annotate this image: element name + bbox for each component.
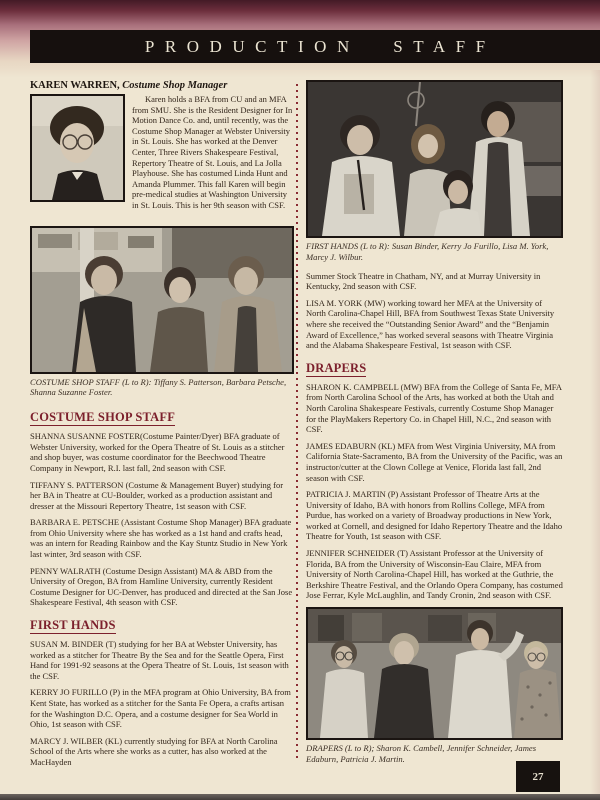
right-column: [306, 80, 563, 773]
page-number-box: [516, 761, 560, 792]
bio-susan-binder: SUSAN M. BINDER (T) studying for her BA at Webster University, has worked as a stitcher for Theatre By the Sea and for the Seattle Opera, First Hand for 1991-92 seasons at the Opera Theatre of St. Louis, 1st season with the CSF.: [30, 639, 289, 681]
manager-name: KAREN WARREN,: [30, 80, 120, 91]
first-hands-photo-graphic: [308, 82, 561, 236]
section-heading-drapers: DRAPERS: [306, 360, 367, 375]
costume-shop-staff-photo-caption: COSTUME SHOP STAFF (L to R): Tiffany S. Patterson, Barbara Petsche, Shanna Suzanne Foster.: [30, 376, 287, 398]
bio-tiffany-patterson: TIFFANY S. PATTERSON (Costume & Management Buyer) studying for her BA in Theatre at CU-Boulder, worked as a production assistant and dresser at the Missouri Repertory Theatre, 1st season with CSF.: [30, 479, 284, 511]
drapers-photo-graphic: [308, 609, 561, 738]
bio-james-edaburn: JAMES EDABURN (KL) MFA from West Virginia University, MA from California State-Sacramento, BA from the University of the Pacific, was an instructor/cutter at the Clown College at Venice, Florida last fall, 2nd season with CSF.: [306, 440, 563, 483]
bio-lisa-york: LISA M. YORK (MW) working toward her MFA at the University of North Carolina-Chapel Hill, BFA from Southwest Texas State University where she received the “Outstanding Senior Award” and the “Benjamin Award of Excellence,” has worked several seasons with Theatre Virginia and the Alabama Shakespeare Festival, 1st season with CSF.: [306, 297, 555, 351]
bio-sharon-campbell: SHARON K. CAMPBELL (MW) BFA from the College of Santa Fe, MFA from North Carolina School of the Arts, has worked at both the Utah and North Carolina Shakespeare Festivals, currently Costume Shop Manager for the PlayMakers Repertory Co. in Chapel Hill, N.C., 2nd season with CSF.: [306, 381, 562, 435]
costume-shop-staff-photo: [30, 226, 294, 374]
manager-heading: [30, 80, 294, 91]
costume-shop-staff-photo-graphic: [32, 228, 292, 372]
manager-bio-row: [30, 94, 294, 211]
manager-bio-text: Karen holds a BFA from CU and an MFA from SMU. She is the Resident Designer for In Motion Dance Co. and, until recently, was the Costume Shop Manager at Webster University in St. Louis. She has worked at the Denver Center, Three Rivers Shakespeare Festival, Repertory Theatre of St. Louis, and La Jolla Playhouse. She has costumed Linda Hunt and Amanda Plummer. This fall Karen will begin pre-medical studies at Washington University in St. Louis. This is her 9th season with CSF.: [132, 94, 293, 210]
bio-kerry-furillo: KERRY JO FURILLO (P) in the MFA program at Ohio University, BA from Kent State, has worked as a stitcher for the Santa Fe Opera, a crafts artisan for the Washington D.C. Opera, and a costume designer for Sea World in Ohio, 1st season with CSF.: [30, 687, 291, 730]
bio-shanna-foster: SHANNA SUSANNE FOSTER(Costume Painter/Dyer) BFA graduate of Webster University, worked for the Opera Theatre of St. Louis as a stitcher and shop buyer, was costume coordinator for the Beechwood Theatre Company in Newport, R.I. last fall, 2nd season with CSF.: [30, 431, 285, 473]
karen-warren-portrait-photo: [30, 94, 125, 202]
right-edge-tint: [590, 70, 600, 800]
first-hands-photo: [306, 80, 563, 238]
column-divider: [296, 84, 298, 758]
page-number: 27: [532, 770, 544, 783]
bio-jennifer-schneider: JENNIFER SCHNEIDER (T) Assistant Professor at the University of Florida, BA from the University of Wisconsin-Eau Claire, MFA from University of North Carolina-Chapel Hill, has worked at the Guthrie, the Berkshire Theatre Festival, and the Orlando Opera Company, has costumed Jose Ferrar, Kyle McLaughlin, and Tandy Cronin, 2nd season with CSF.: [306, 548, 563, 601]
first-hands-photo-caption: FIRST HANDS (L to R): Susan Binder, Kerry Jo Furillo, Lisa M. York, Marcy J. Wilbur.: [306, 241, 549, 262]
section-heading-costume-shop-staff: COSTUME SHOP STAFF: [30, 410, 176, 425]
drapers-photo: [306, 607, 563, 740]
section-heading-first-hands: FIRST HANDS: [30, 618, 116, 633]
bio-marcy-wilber: MARCY J. WILBER (KL) currently studying for BFA at North Carolina School of the Arts where she works as a cutter, has also worked at the MacHayden: [30, 735, 278, 767]
bottom-scan-edge: [0, 794, 600, 800]
bio-penny-walrath: PENNY WALRATH (Costume Design Assistant) MA & ABD from the University of Oregon, BA from Hamline University, currently Resident Costume Designer for UC-Denver, has produced and directed at the San Jose Shakespeare Festival, 4th season with CSF.: [30, 565, 293, 608]
bio-barbara-petsche: BARBARA E. PETSCHE (Assistant Costume Shop Manager) BFA graduate from Ohio University where she has worked as a 1st hand and crafts head, was an intern for Reading Rainbow and the Kay Stuntz Studio in New York last winter, 3rd season with CSF.: [30, 517, 292, 560]
page-title-banner: [30, 30, 600, 63]
left-column: [30, 80, 294, 774]
bio-patricia-martin: PATRICIA J. MARTIN (P) Assistant Professor of Theatre Arts at the University of Idaho, BA with honors from Rollins College, MFA from Purdue, has worked on a variety of Broadway productions in New York, worked at Cornell, and designed for Idaho Repertory Theatre and the Idaho Theatre for Youth, 1st season with CSF.: [306, 489, 563, 542]
drapers-photo-caption: DRAPERS (L to R); Sharon K. Cambell, Jennifer Schneider, James Edaburn, Patricia J. Martin.: [306, 743, 537, 764]
page-title: PRODUCTION STAFF: [144, 36, 496, 56]
bio-marcy-wilber-continued: Summer Stock Theatre in Chatham, NY, and at Murray University in Kentucky, 2nd season with CSF.: [306, 270, 541, 292]
portrait-photo-graphic: [32, 96, 123, 200]
manager-title: Costume Shop Manager: [122, 80, 228, 91]
